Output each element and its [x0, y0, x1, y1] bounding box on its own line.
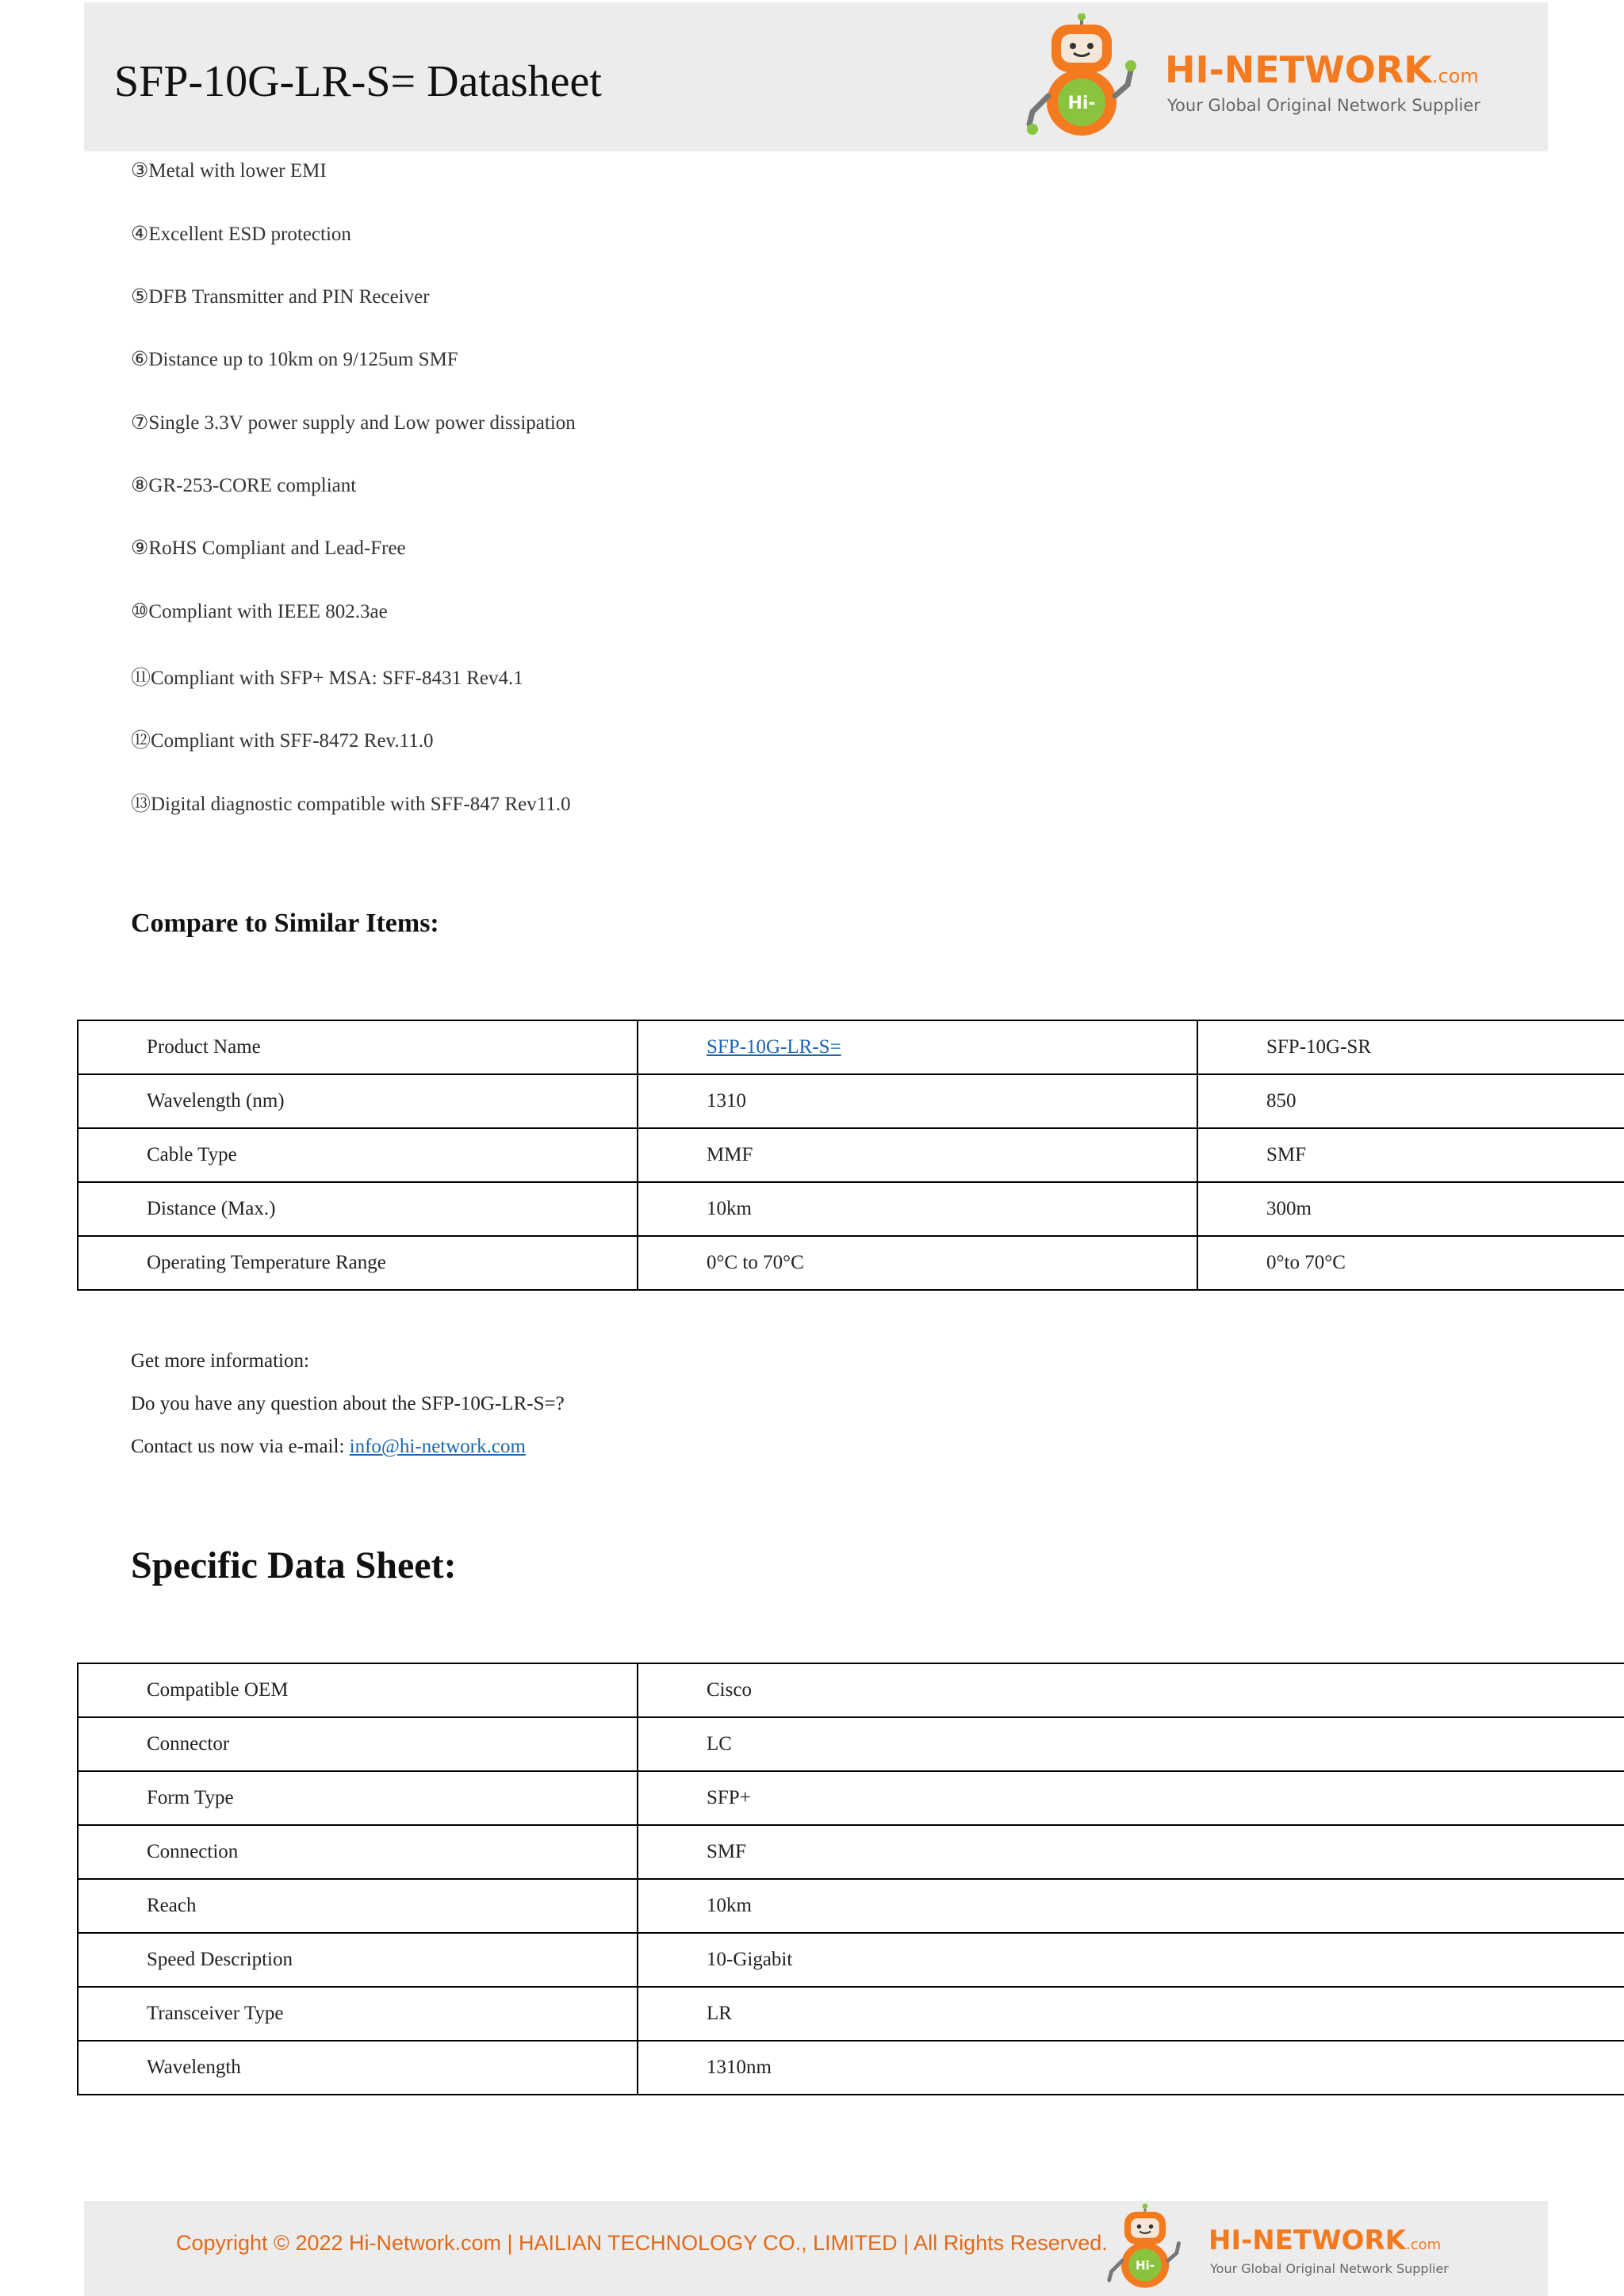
- table-row: [78, 1771, 1624, 1825]
- page-header: [84, 2, 1548, 151]
- copyright-text: Copyright © 2022 Hi-Network.com | HAILIAN TECHNOLOGY CO., LIMITED | All Rights Reserved.: [176, 2231, 1108, 2255]
- table-cell: 10km: [638, 1182, 1197, 1236]
- table-cell: 10-Gigabit: [638, 1933, 1624, 1987]
- table-row: [78, 1236, 1624, 1290]
- table-cell: 300m: [1197, 1182, 1624, 1236]
- feature-item: ⑧GR-253-CORE compliant: [131, 475, 357, 496]
- table-cell: Wavelength (nm): [78, 1074, 638, 1128]
- table-cell: Cisco: [638, 1663, 1624, 1717]
- table-cell: Cable Type: [78, 1128, 638, 1182]
- email-link[interactable]: info@hi-network.com: [349, 1436, 526, 1457]
- table-cell: Reach: [78, 1879, 638, 1933]
- feature-item: ③Metal with lower EMI: [131, 160, 327, 182]
- info-line: Get more information:: [131, 1350, 309, 1372]
- svg-text:Hi-: Hi-: [1067, 94, 1096, 113]
- logo-wordmark: HI-NETWORK.com: [1208, 2225, 1442, 2256]
- table-row: [78, 1987, 1624, 2041]
- table-cell: 1310: [638, 1074, 1197, 1128]
- logo-tagline: Your Global Original Network Supplier: [1210, 2261, 1449, 2276]
- table-row: [78, 1663, 1624, 1717]
- info-line: Do you have any question about the SFP-10G-LR-S=?: [131, 1393, 565, 1414]
- table-cell: Distance (Max.): [78, 1182, 638, 1236]
- table-cell: SFP-10G-SR: [1197, 1020, 1624, 1074]
- footer-logo: [1107, 2202, 1535, 2294]
- spec-table: [77, 1663, 1624, 2095]
- table-cell: [638, 1020, 1197, 1074]
- table-cell: Connection: [78, 1825, 638, 1879]
- table-cell: Wavelength: [78, 2041, 638, 2095]
- table-cell: 1310nm: [638, 2041, 1624, 2095]
- robot-mascot-icon: [1026, 13, 1137, 140]
- feature-item: ⑬Digital diagnostic compatible with SFF-847 Rev11.0: [131, 794, 571, 815]
- compare-heading: Compare to Similar Items:: [131, 909, 439, 938]
- table-row: [78, 2041, 1624, 2095]
- table-row: [78, 1879, 1624, 1933]
- table-cell: LC: [638, 1717, 1624, 1771]
- table-row: [78, 1128, 1624, 1182]
- table-cell: SMF: [1197, 1128, 1624, 1182]
- page-footer: [84, 2201, 1548, 2296]
- svg-text:Hi-: Hi-: [1135, 2258, 1155, 2273]
- table-cell: 10km: [638, 1879, 1624, 1933]
- table-row: [78, 1825, 1624, 1879]
- table-cell: Operating Temperature Range: [78, 1236, 638, 1290]
- table-row: [78, 1717, 1624, 1771]
- table-cell: Compatible OEM: [78, 1663, 638, 1717]
- table-cell: 0°C to 70°C: [638, 1236, 1197, 1290]
- feature-item: ⑦Single 3.3V power supply and Low power dissipation: [131, 412, 576, 434]
- table-cell: LR: [638, 1987, 1624, 2041]
- spec-heading: Specific Data Sheet:: [131, 1544, 457, 1586]
- table-cell: Speed Description: [78, 1933, 638, 1987]
- compare-table: [77, 1020, 1624, 1291]
- contact-line: Contact us now via e-mail: info@hi-network.com: [131, 1436, 526, 1457]
- page-title: SFP-10G-LR-S= Datasheet: [114, 57, 602, 106]
- hi-network-logo: [1026, 13, 1581, 148]
- table-row: [78, 1020, 1624, 1074]
- logo-tagline: Your Global Original Network Supplier: [1167, 96, 1480, 115]
- logo-wordmark: HI-NETWORK.com: [1165, 48, 1479, 91]
- product-link[interactable]: SFP-10G-LR-S=: [707, 1036, 841, 1058]
- table-cell: 0°to 70°C: [1197, 1236, 1624, 1290]
- table-row: [78, 1182, 1624, 1236]
- feature-item: ⑫Compliant with SFF-8472 Rev.11.0: [131, 730, 434, 752]
- robot-mascot-icon: [1107, 2202, 1183, 2293]
- table-row: [78, 1933, 1624, 1987]
- table-cell: Transceiver Type: [78, 1987, 638, 2041]
- feature-item: ⑤DFB Transmitter and PIN Receiver: [131, 286, 430, 308]
- table-row: [78, 1074, 1624, 1128]
- feature-item: ④Excellent ESD protection: [131, 224, 351, 245]
- feature-item: ⑩Compliant with IEEE 802.3ae: [131, 601, 388, 622]
- table-cell: SMF: [638, 1825, 1624, 1879]
- feature-item: ⑥Distance up to 10km on 9/125um SMF: [131, 349, 458, 370]
- table-cell: Product Name: [78, 1020, 638, 1074]
- feature-item: ⑪Compliant with SFP+ MSA: SFF-8431 Rev4.1: [131, 668, 523, 689]
- table-cell: 850: [1197, 1074, 1624, 1128]
- table-cell: Form Type: [78, 1771, 638, 1825]
- feature-item: ⑨RoHS Compliant and Lead-Free: [131, 538, 406, 559]
- table-cell: MMF: [638, 1128, 1197, 1182]
- table-cell: Connector: [78, 1717, 638, 1771]
- table-cell: SFP+: [638, 1771, 1624, 1825]
